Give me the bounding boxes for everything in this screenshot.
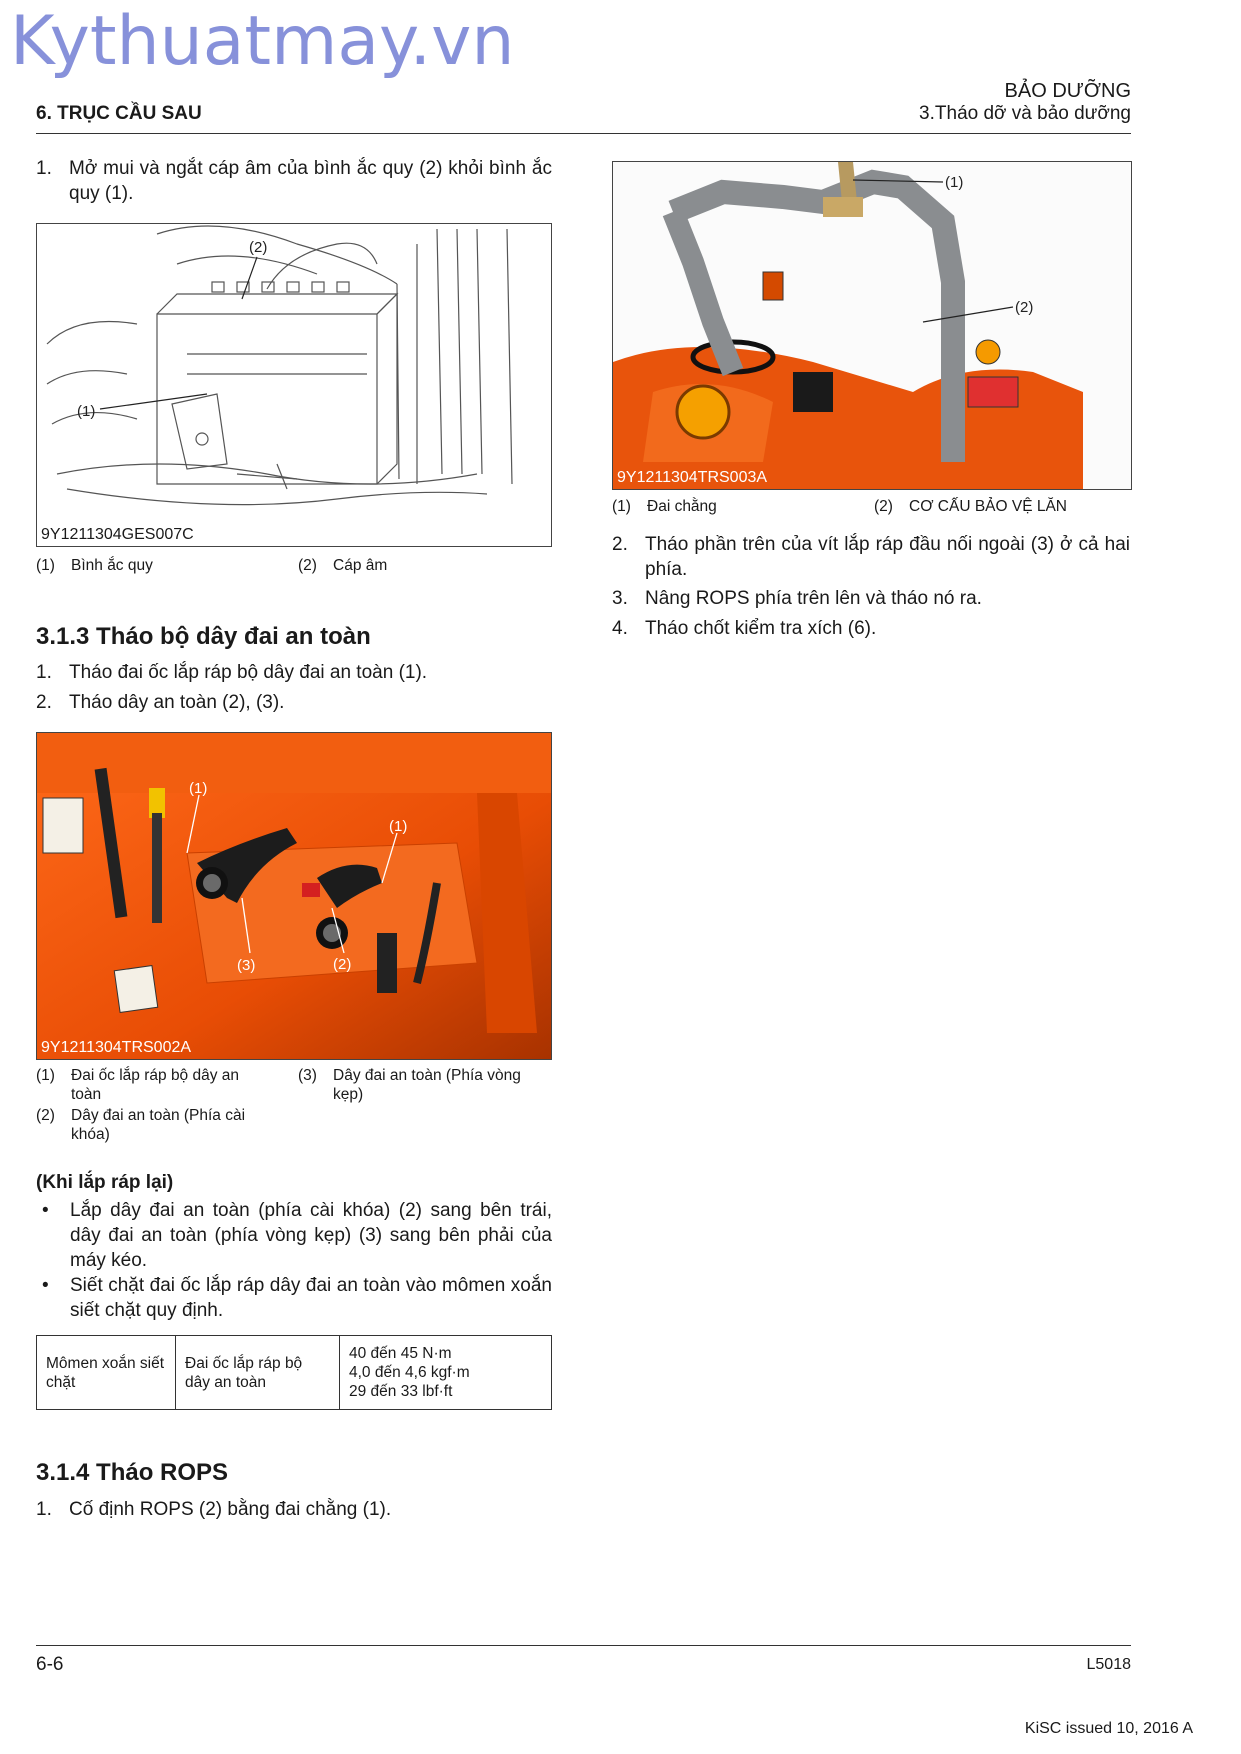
step-text: Mở mui và ngắt cáp âm của bình ắc quy (2) khỏi bình ắc quy (1). <box>69 158 552 204</box>
caption-2 <box>874 497 1130 516</box>
callout-1: (1) <box>945 174 964 191</box>
caption-1 <box>36 556 286 575</box>
caption-text: Dây đai an toàn (Phía cài khóa) <box>71 1107 246 1143</box>
callout-1: (1) <box>77 403 96 420</box>
step-text: Cố định ROPS (2) bằng đai chằng (1). <box>69 1499 392 1520</box>
caption-text: CƠ CẤU BẢO VỆ LĂN <box>909 498 1067 515</box>
document-code: L5018 <box>1086 1656 1131 1673</box>
step-313-1 <box>36 660 552 685</box>
rops-figure <box>612 161 1132 490</box>
battery-drawing <box>37 224 551 546</box>
torque-value-lbfft: 29 đến 33 lbf·ft <box>349 1383 453 1400</box>
bullet-dot: • <box>42 1200 49 1221</box>
caption-number: (2) <box>298 557 317 574</box>
step-4 <box>612 616 1130 641</box>
figure-code: 9Y1211304TRS003A <box>617 469 768 486</box>
step-number: 1. <box>36 158 52 179</box>
caption-text: Bình ắc quy <box>71 557 153 574</box>
callout-2: (2) <box>1015 299 1034 316</box>
caption-3 <box>298 1066 552 1104</box>
bullet-text: Siết chặt đai ốc lắp ráp dây đai an toàn vào mômen xoắn siết chặt quy định. <box>70 1275 552 1321</box>
step-number: 3. <box>612 588 628 609</box>
chapter-title: BẢO DƯỠNG <box>1004 80 1131 102</box>
step-number: 1. <box>36 662 52 683</box>
step-number: 4. <box>612 618 628 639</box>
bullet-2 <box>36 1273 552 1323</box>
step-text: Nâng ROPS phía trên lên và tháo nó ra. <box>645 588 982 609</box>
caption-text: Dây đai an toàn (Phía vòng kẹp) <box>333 1067 521 1103</box>
step-1 <box>36 156 552 206</box>
callout-1a: (1) <box>189 780 208 797</box>
caption-2 <box>298 556 548 575</box>
caption-2 <box>36 1106 264 1144</box>
caption-text: Đai chằng <box>647 498 717 515</box>
caption-number: (1) <box>612 498 631 515</box>
bullet-dot: • <box>42 1275 49 1296</box>
bullet-text: Lắp dây đai an toàn (phía cài khóa) (2) sang bên trái, dây đai an toàn (phía vòng kẹp) (3) sang bên phải của máy kéo. <box>70 1200 552 1271</box>
callout-2: (2) <box>249 239 268 256</box>
torque-table <box>36 1335 552 1410</box>
torque-values <box>340 1336 552 1410</box>
issue-note: KiSC issued 10, 2016 A <box>1024 1720 1193 1737</box>
step-313-2 <box>36 690 552 715</box>
torque-value-nm: 40 đến 45 N·m <box>349 1345 452 1362</box>
caption-text: Cáp âm <box>333 557 388 574</box>
subchapter-title: 3.Tháo dỡ và bảo dưỡng <box>919 103 1131 124</box>
step-number: 2. <box>612 534 628 555</box>
caption-number: (3) <box>298 1067 317 1084</box>
step-text: Tháo đai ốc lắp ráp bộ dây đai an toàn (1). <box>69 662 428 683</box>
torque-label: Mômen xoắn siết chặt <box>37 1336 176 1410</box>
caption-number: (2) <box>874 498 893 515</box>
caption-1 <box>612 497 862 516</box>
section-title: 6. TRỤC CẦU SAU <box>36 103 202 124</box>
watermark-logo: Kythuatmay.vn <box>10 2 515 81</box>
caption-1 <box>36 1066 264 1104</box>
figure-code: 9Y1211304TRS002A <box>41 1039 192 1056</box>
step-text: Tháo dây an toàn (2), (3). <box>69 692 285 713</box>
seatbelt-figure <box>36 732 552 1060</box>
step-number: 1. <box>36 1499 52 1520</box>
battery-figure <box>36 223 552 547</box>
header-rule <box>36 133 1131 134</box>
step-3 <box>612 586 1130 611</box>
step-text: Tháo chốt kiểm tra xích (6). <box>645 618 877 639</box>
step-2 <box>612 532 1130 582</box>
caption-number: (1) <box>36 1067 55 1084</box>
step-number: 2. <box>36 692 52 713</box>
step-314-1 <box>36 1497 552 1522</box>
callout-2: (2) <box>333 956 352 973</box>
callout-1b: (1) <box>389 818 408 835</box>
torque-value-kgfm: 4,0 đến 4,6 kgf·m <box>349 1364 470 1381</box>
figure-code: 9Y1211304GES007C <box>41 526 194 543</box>
callout-3: (3) <box>237 957 256 974</box>
reassembly-title: (Khi lắp ráp lại) <box>36 1172 174 1193</box>
heading-3-1-4: 3.1.4 Tháo ROPS <box>36 1459 229 1486</box>
footer-rule <box>36 1645 1131 1646</box>
rops-photo <box>613 162 1131 489</box>
caption-text: Đai ốc lắp ráp bộ dây an toàn <box>71 1067 240 1103</box>
caption-number: (2) <box>36 1107 55 1124</box>
seatbelt-photo <box>37 733 551 1059</box>
caption-number: (1) <box>36 557 55 574</box>
torque-part: Đai ốc lắp ráp bộ dây an toàn <box>176 1336 340 1410</box>
bullet-1 <box>36 1198 552 1273</box>
page-number: 6-6 <box>36 1654 64 1675</box>
step-text: Tháo phần trên của vít lắp ráp đầu nối ngoài (3) ở cả hai phía. <box>645 534 1130 580</box>
heading-3-1-3: 3.1.3 Tháo bộ dây đai an toàn <box>36 623 371 650</box>
